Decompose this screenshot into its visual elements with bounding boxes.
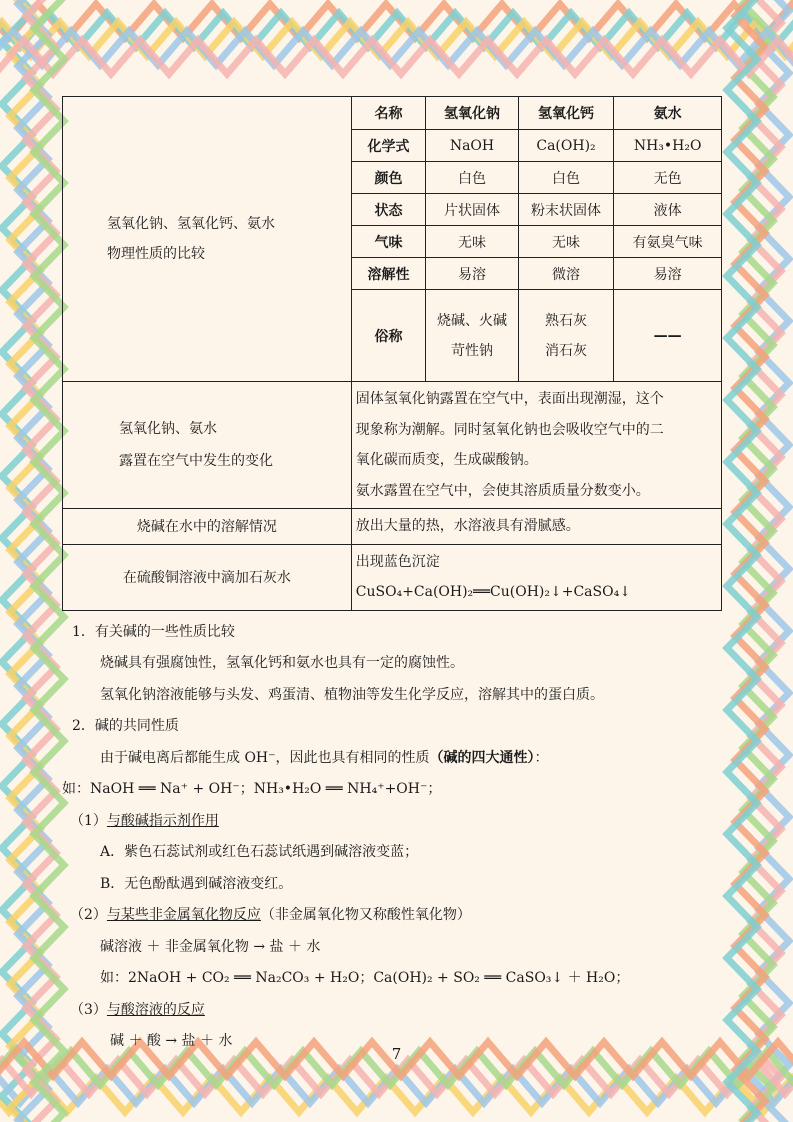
nickname-line: 烧碱、火碱 <box>436 312 507 329</box>
zigzag-stripe <box>26 0 56 1122</box>
zigzag-stripe <box>727 0 757 1122</box>
nickname-line: 熟石灰 <box>545 312 588 329</box>
zigzag-stripe <box>18 0 48 1122</box>
zigzag-stripe <box>751 0 781 1122</box>
table-cell: 液体 <box>614 194 722 226</box>
zigzag-stripe <box>0 40 793 74</box>
row-label: 气味 <box>351 226 425 258</box>
zigzag-stripe <box>0 1060 793 1094</box>
item-number: （1） <box>70 812 107 829</box>
table-cell: Ca(OH)₂ <box>518 130 614 162</box>
text-span: ： <box>534 749 549 766</box>
equation-line: 如：NaOH ══ Na⁺ + OH⁻；NH₃•H₂O ══ NH₄⁺+OH⁻； <box>62 781 442 797</box>
item-line: B．无色酚酞遇到碱溶液变红。 <box>100 875 293 892</box>
item-3-heading <box>62 995 722 1027</box>
table-cell: 白色 <box>426 162 519 194</box>
exposure-title <box>63 382 352 509</box>
lime-description: 出现蓝色沉淀 CuSO₄+Ca(OH)₂══Cu(OH)₂↓+CaSO₄↓ <box>351 544 721 610</box>
zigzag-stripe <box>0 31 793 65</box>
rule-line: 碱溶液 ＋ 非金属氧化物 → 盐 ＋ 水 <box>100 938 321 955</box>
lime-title: 在硫酸铜溶液中滴加石灰水 <box>63 544 352 610</box>
table-row <box>63 97 722 130</box>
table-row <box>63 544 722 610</box>
row-label: 化学式 <box>351 130 425 162</box>
zigzag-stripe <box>735 0 765 1122</box>
paragraph: 烧碱具有强腐蚀性，氢氧化钙和氨水也具有一定的腐蚀性。 <box>100 655 464 671</box>
physical-compare-title <box>63 97 352 382</box>
table-row <box>63 382 722 509</box>
dissolve-description: 放出大量的热，水溶液具有滑腻感。 <box>351 509 721 545</box>
section-1-title: 1．有关碱的一些性质比较 <box>72 623 235 640</box>
desc-line: 氧化碳而质变，生成碳酸钠。 <box>355 452 538 468</box>
zigzag-stripe <box>0 1078 793 1112</box>
table-cell: NaOH <box>426 130 519 162</box>
zigzag-stripe <box>34 0 64 1122</box>
zigzag-stripe <box>759 0 789 1122</box>
table-cell: 无色 <box>614 162 722 194</box>
row-label: 溶解性 <box>351 258 425 290</box>
table-cell: 无味 <box>426 226 519 258</box>
col-header: 氨水 <box>614 97 722 130</box>
table-cell: 无味 <box>518 226 614 258</box>
row-label: 俗称 <box>351 290 425 382</box>
item-title: 与酸碱指示剂作用 <box>106 812 219 829</box>
title-line: 露置在空气中发生的变化 <box>119 453 273 469</box>
paragraph <box>62 743 722 775</box>
zigzag-stripe <box>0 4 793 38</box>
table-row <box>63 509 722 545</box>
page-number: 7 <box>391 1045 402 1063</box>
item-1-heading <box>62 806 722 838</box>
table-cell: —— <box>614 290 722 382</box>
table-cell: 片状固体 <box>426 194 519 226</box>
exposure-description <box>351 382 721 509</box>
item-2-heading <box>62 900 722 932</box>
col-header: 名称 <box>351 97 425 130</box>
title-line: 物理性质的比较 <box>107 246 205 262</box>
table-cell: 粉末状固体 <box>518 194 614 226</box>
row-label: 状态 <box>351 194 425 226</box>
table-cell: 微溶 <box>518 258 614 290</box>
item-title: 与酸溶液的反应 <box>106 1001 205 1018</box>
item-line: A．紫色石蕊试剂或红色石蕊试纸遇到碱溶液变蓝； <box>100 844 419 860</box>
zigzag-stripe <box>0 13 793 47</box>
comparison-table <box>62 96 722 611</box>
item-title: 与某些非金属氧化物反应 <box>106 907 261 923</box>
zigzag-stripe <box>2 0 32 1122</box>
desc-line: 固体氢氧化钠露置在空气中，表面出现潮湿，这个 <box>355 391 664 407</box>
row-label: 颜色 <box>351 162 425 194</box>
table-cell: 有氨臭气味 <box>614 226 722 258</box>
nickname-line: 苛性钠 <box>450 342 493 359</box>
col-header: 氢氧化钠 <box>426 97 519 130</box>
notes-body <box>62 617 722 1058</box>
table-cell <box>426 290 519 382</box>
text-span: 由于碱电离后都能生成 OH⁻，因此也具有相同的性质 <box>100 749 430 766</box>
equation-line: 如：2NaOH + CO₂ ══ Na₂CO₃ + H₂O；Ca(OH)₂ + SO₂ ══ CaSO₃↓ ＋ H₂O； <box>100 970 630 986</box>
table-cell: 白色 <box>518 162 614 194</box>
nickname-line: 消石灰 <box>545 342 588 359</box>
item-note: （非金属氧化物又称酸性氧化物） <box>260 907 471 923</box>
table-cell <box>518 290 614 382</box>
section-2-title: 2．碱的共同性质 <box>72 718 179 734</box>
emphasis-text: （碱的四大通性） <box>429 749 535 766</box>
dissolve-title: 烧碱在水中的溶解情况 <box>63 509 352 545</box>
paragraph: 氢氧化钠溶液能够与头发、鸡蛋清、植物油等发生化学反应，溶解其中的蛋白质。 <box>100 686 604 703</box>
col-header: 氢氧化钙 <box>518 97 614 130</box>
title-line: 氢氧化钠、氢氧化钙、氨水 <box>107 216 275 232</box>
zigzag-stripe <box>10 0 40 1122</box>
table-cell: 易溶 <box>614 258 722 290</box>
item-number: （2） <box>70 907 107 923</box>
zigzag-stripe <box>743 0 773 1122</box>
desc-line: 氨水露置在空气中，会使其溶质质量分数变小。 <box>355 482 650 499</box>
title-line: 氢氧化钠、氨水 <box>119 421 217 437</box>
table-cell: 易溶 <box>426 258 519 290</box>
page-content <box>62 96 722 1058</box>
zigzag-stripe <box>0 22 793 56</box>
rule-line: 碱 ＋ 酸 → 盐 ＋ 水 <box>110 1033 233 1049</box>
table-cell: NH₃•H₂O <box>614 130 722 162</box>
desc-line: 现象称为潮解。同时氢氧化钠也会吸收空气中的二 <box>355 421 664 438</box>
item-number: （3） <box>70 1001 107 1018</box>
zigzag-stripe <box>0 1069 793 1103</box>
